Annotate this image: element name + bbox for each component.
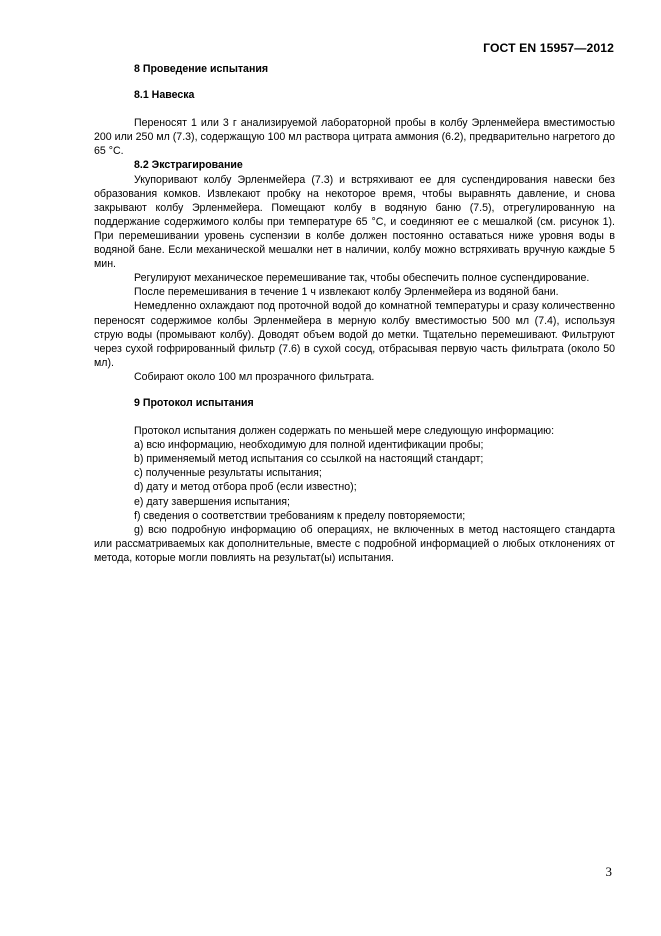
- list-item: e) дату завершения испытания;: [134, 495, 290, 508]
- paragraph: Собирают около 100 мл прозрачного фильтрата.: [134, 370, 375, 383]
- subsection-8-1-text: Переносят 1 или 3 г анализируемой лабораторной пробы в колбу Эрленмейера вместимостью 200 или 250 мл (7.3), содержащую 100 мл раствора цитрата аммония (6.2), предварительно нагретого до 65 °С.: [94, 117, 615, 158]
- paragraph: После перемешивания в течение 1 ч извлекают колбу Эрленмейера из водяной бани.: [134, 286, 559, 299]
- section-9-intro: Протокол испытания должен содержать по меньшей мере следующую информацию:: [134, 425, 555, 438]
- section-9-title: 9 Протокол испытания: [134, 396, 254, 409]
- document-body: [94, 62, 615, 565]
- list-item: c) полученные результаты испытания;: [134, 467, 322, 480]
- list-item: f) сведения о соответствии требованиям к пределу повторяемости;: [134, 509, 466, 522]
- list-item: b) применяемый метод испытания со ссылкой на настоящий стандарт;: [134, 453, 484, 466]
- page-number: 3: [605, 864, 612, 879]
- paragraph: Немедленно охлаждают под проточной водой до комнатной температуры и сразу количественно переносят содержимое колбы Эрленмейера в мерную колбу вместимостью 500 мл (7.4), используя струю воды (промывают колбу). Доводят объем водой до метки. Тщательно перемешивают. Фильтруют через сухой гофрированный фильтр (7.6) в сухой сосуд, отбрасывая первую часть фильтрата (около 50 мл).: [94, 300, 615, 369]
- list-item: a) всю информацию, необходимую для полной идентификации пробы;: [134, 439, 484, 452]
- list-item: d) дату и метод отбора проб (если известно);: [134, 481, 357, 494]
- paragraph: Регулируют механическое перемешивание так, чтобы обеспечить полное суспендирование.: [134, 272, 590, 285]
- paragraph: Укупоривают колбу Эрленмейера (7.3) и встряхивают ее для суспендирования навески без образования комков. Извлекают пробку на некоторое время, чтобы выравнять давление, и снова закрывают колбу Эрленмейера. Помещают колбу в водяную баню (7.5), отрегулированную на поддержание содержимого колбы при температуре 65 °С, и соединяют ее с мешалкой (см. рисунок 1). При перемешивании уровень суспензии в колбе должен постоянно оставаться ниже уровня воды в водяной бане. Если механической мешалки нет в наличии, колбу можно встряхивать вручную каждые 5 мин.: [94, 173, 615, 271]
- subsection-8-1-title: 8.1 Навеска: [134, 89, 195, 102]
- subsection-8-2-title: 8.2 Экстрагирование: [134, 159, 243, 172]
- section-8-title: 8 Проведение испытания: [134, 63, 269, 75]
- document-code-header: ГОСТ EN 15957—2012: [483, 41, 614, 55]
- list-item: g) всю подробную информацию об операциях, не включенных в метод настоящего стандарта или рассматриваемых как дополнительные, вместе с подробной информацией о любых отклонениях от метода, которые могли повлиять на результат(ы) испытания.: [94, 523, 615, 564]
